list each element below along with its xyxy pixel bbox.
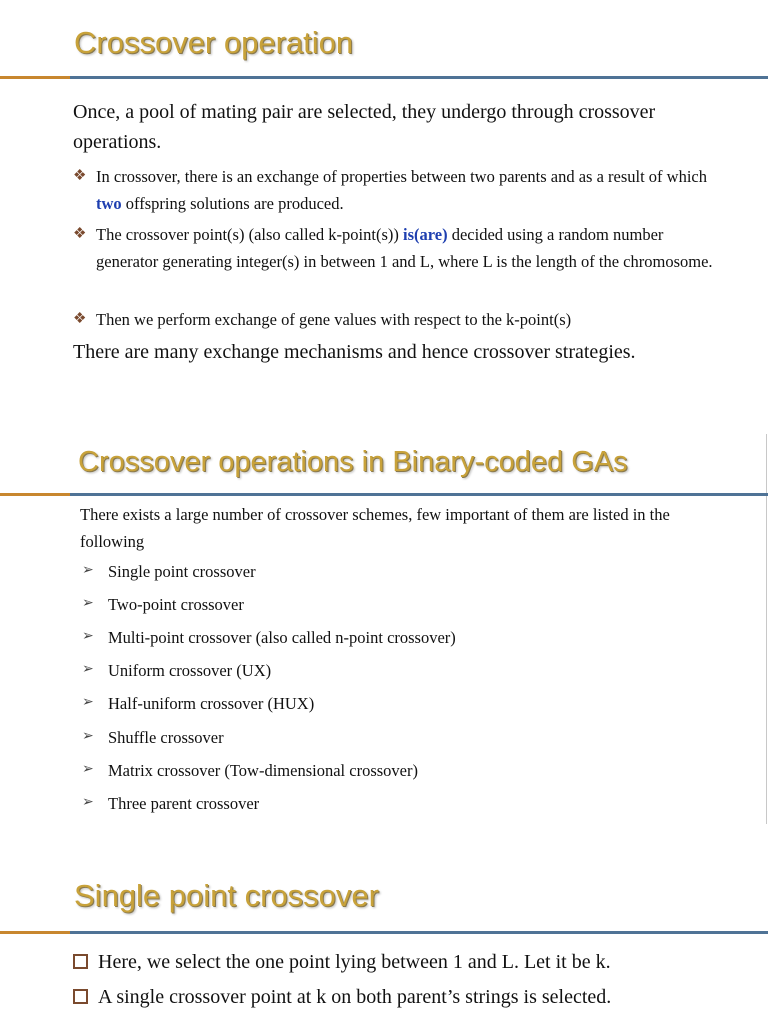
- list-item: Here, we select the one point lying between 1 and L. Let it be k.: [73, 951, 611, 974]
- title-rule: [0, 931, 768, 934]
- arrow-bullet-icon: ➢: [82, 629, 94, 644]
- bullet-item: ❖ Then we perform exchange of gene values with respect to the k-point(s): [73, 306, 713, 333]
- slide-title: Single point crossover: [74, 878, 379, 913]
- title-rule: [0, 76, 768, 79]
- slide-title: Crossover operations in Binary-coded GAs: [78, 446, 628, 478]
- diamond-bullet-icon: ❖: [73, 168, 87, 184]
- intro-paragraph: Once, a pool of mating pair are selected, they undergo through crossover operations.: [73, 101, 656, 153]
- list-item: ➢ Half-uniform crossover (HUX): [82, 694, 315, 713]
- arrow-bullet-icon: ➢: [82, 695, 94, 710]
- list-item: ➢ Two-point crossover: [82, 595, 244, 614]
- bullet-item: ❖ In crossover, there is an exchange of properties between two parents and as a result of which two offspring solutions are produced.: [73, 163, 713, 217]
- title-rule: [0, 493, 768, 496]
- arrow-bullet-icon: ➢: [82, 662, 94, 677]
- emphasis-is-are: is(are): [403, 225, 448, 244]
- list-item: ➢ Three parent crossover: [82, 794, 260, 813]
- outro-paragraph: There are many exchange mechanisms and hence crossover strategies.: [73, 341, 636, 363]
- list-item: ➢ Matrix crossover (Tow-dimensional crossover): [82, 761, 418, 780]
- arrow-bullet-icon: ➢: [82, 762, 94, 777]
- checkbox-bullet-icon: [73, 954, 88, 969]
- arrow-bullet-icon: ➢: [82, 563, 94, 578]
- diamond-bullet-icon: ❖: [73, 311, 87, 327]
- list-item: ➢ Shuffle crossover: [82, 728, 224, 747]
- list-item: ➢ Multi-point crossover (also called n-point crossover): [82, 628, 456, 647]
- slide-single-point-crossover: [0, 870, 768, 1024]
- list-item: ➢ Single point crossover: [82, 562, 256, 581]
- list-item: ➢ Uniform crossover (UX): [82, 661, 272, 680]
- slide-title: Crossover operation: [74, 25, 354, 60]
- arrow-bullet-icon: ➢: [82, 596, 94, 611]
- arrow-bullet-icon: ➢: [82, 795, 94, 810]
- checkbox-bullet-icon: [73, 989, 88, 1004]
- bullet-item: ❖ The crossover point(s) (also called k-point(s)) is(are) decided using a random number generator generating integer(s) in between 1 and L, where L is the length of the chromosome.: [73, 221, 713, 275]
- list-intro: There exists a large number of crossover schemes, few important of them are listed in the following: [80, 505, 670, 551]
- list-item: A single crossover point at k on both parent’s strings is selected.: [73, 986, 611, 1009]
- scheme-list: [80, 501, 720, 813]
- diamond-bullet-icon: ❖: [73, 226, 87, 242]
- emphasis-two: two: [96, 194, 122, 213]
- slide-binary-crossover-schemes: [0, 418, 768, 870]
- slide-crossover-operation: [0, 0, 768, 418]
- arrow-bullet-icon: ➢: [82, 729, 94, 744]
